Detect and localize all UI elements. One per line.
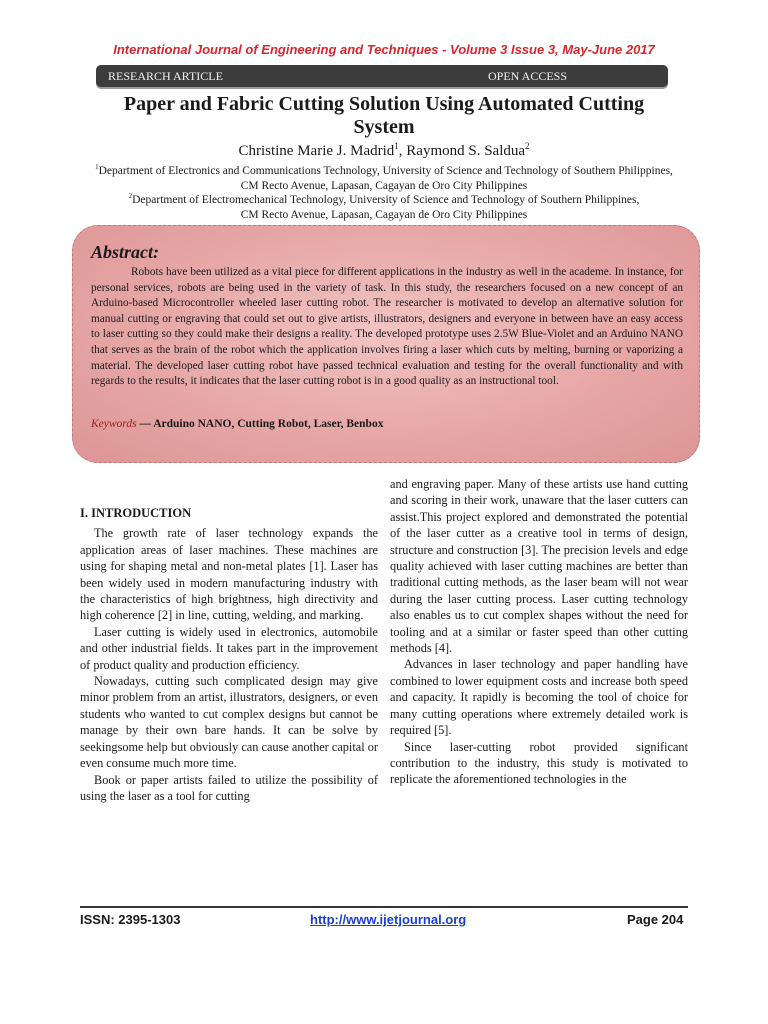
left-column [80, 505, 378, 804]
right-column [390, 476, 688, 788]
paragraph: Since laser-cutting robot provided significant contribution to the industry, this study is motivated to replicate the aforementioned technologies in the [390, 739, 688, 787]
footer-page-number: Page 204 [627, 912, 684, 927]
keywords-line [91, 418, 383, 430]
author-name: Raymond S. Saldua [406, 143, 526, 159]
article-type-banner [96, 65, 668, 87]
research-article-label: RESEARCH ARTICLE [108, 69, 223, 83]
affiliation-department: Department of Electromechanical Technology, University of Science and Technology of Southern Philippines, [132, 193, 640, 206]
affiliation-department: Department of Electronics and Communications Technology, University of Science and Technology of Southern Philippines, [98, 164, 673, 177]
paragraph: Book or paper artists failed to utilize the possibility of using the laser as a tool for cutting [80, 772, 378, 803]
affiliation-marker: 2 [525, 141, 530, 151]
paragraph: The growth rate of laser technology expands the application areas of laser machines. These machines are using for shaping metal and non-metal plates [1]. Laser has been widely used in modern manufacturing industry with the characteristics of high brightness, high directivity and high coherence [2] in line, cutting, welding, and marking. [80, 526, 378, 623]
journal-header: International Journal of Engineering and Techniques - Volume 3 Issue 3, May-June 2017 [113, 42, 655, 57]
affiliation-number: 2 [128, 192, 133, 200]
keywords-dash: — [136, 418, 154, 430]
author-name: Christine Marie J. Madrid [238, 143, 395, 159]
affiliation-address: CM Recto Avenue, Lapasan, Cagayan de Oro City Philippines [240, 208, 528, 221]
paper-title: Paper and Fabric Cutting Solution Using Automated Cutting System [123, 93, 645, 138]
affiliation-2 [80, 189, 688, 223]
affiliation-marker: 1 [394, 141, 399, 151]
author-separator: , [398, 143, 407, 159]
footer-issn: ISSN: 2395-1303 [80, 912, 181, 927]
abstract-heading: Abstract: [91, 242, 160, 262]
open-access-label: OPEN ACCESS [488, 69, 568, 83]
section-heading-introduction: I. INTRODUCTION [80, 506, 192, 520]
keywords-values: Arduino NANO, Cutting Robot, Laser, Benbox [153, 418, 384, 430]
keywords-label: Keywords [91, 418, 137, 430]
affiliation-number: 1 [95, 163, 99, 171]
paragraph: Advances in laser technology and paper handling have combined to lower equipment costs and increase both speed and capacity. It rapidly is becoming the tool of choice for many cutting operations where extremely detailed work is required [5]. [390, 657, 688, 738]
footer-journal-link[interactable]: http://www.ijetjournal.org [310, 912, 467, 927]
abstract-text: Robots have been utilized as a vital piece for different applications in the industry as well in the academe. In instance, for personal services, robots are being used in the variety of task. In this study, the researchers focused on a new concept of an Arduino-based Microcontroller wheeled laser cutting robot. The researcher is motivated to develop an alternative solution for manual cutting or engraving that could set out to give artists, illustrators, designers and everyone in between have an easy access to laser cutting so they could make their designs a reality. The developed prototype uses 2.5W Blue-Violet and an Arduino NANO that serves as the brain of the robot which the application involves firing a laser which cuts by melting, burning or vaporizing a material. The developed laser cutting robot have passed technical evaluation and testing for the overall functionality and with regards to the results, it indicates that the laser cutting robot is in a good quality as an instructional tool. [91, 266, 683, 388]
authors-line [0, 141, 768, 160]
footer-divider [80, 906, 688, 908]
affiliation-address: CM Recto Avenue, Lapasan, Cagayan de Oro City Philippines [240, 179, 528, 192]
abstract-box [72, 225, 700, 463]
paragraph: and engraving paper. Many of these artists use hand cutting and scoring in their work, unaware that the laser cutters can assist.This project explored and demonstrated the potential of the laser cutter as a creative tool in terms of design, structure and construction [3]. The precision levels and edge quality achieved with laser cutting machines are better than traditional cutting methods, as the laser beam will not wear during the laser cutting process. Laser cutting technology also enables us to cut complex shapes without the need for tooling and at a similar or faster speed than other cutting methods [4]. [390, 477, 688, 656]
paragraph: Laser cutting is widely used in electronics, automobile and other industrial fields. It takes part in the improvement of product quality and production efficiency. [80, 624, 378, 672]
paragraph: Nowadays, cutting such complicated design may give minor problem from an artist, illustrators, designers, or even students who wanted to cut complex designs but cannot be manage by their own bare hands. It can be solve by seekingsome help but obviously can cause another capital or even consume much more time. [80, 674, 378, 771]
